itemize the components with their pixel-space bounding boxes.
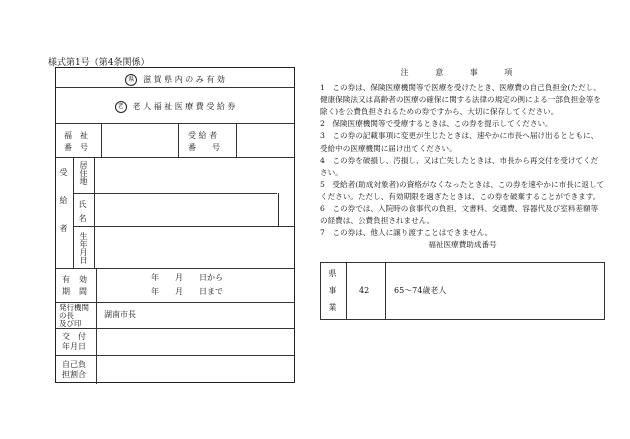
note-item: 3 この券の記載事項に変更が生じたときは、速やかに市長へ届け出るとともに、受給中の医療機関に届け出てください。	[320, 131, 599, 153]
recipient-number-label: 受 給 者 番 号	[188, 131, 220, 152]
validity-note	[56, 74, 294, 86]
divider	[73, 226, 294, 227]
recipient-label: 受給者	[59, 168, 68, 252]
divider	[101, 123, 102, 157]
divider	[56, 355, 294, 356]
divider	[236, 123, 237, 157]
divider	[56, 157, 294, 158]
card-title-text: 老 人 福 祉 医 療 費 受 給 券	[132, 102, 236, 111]
divider	[94, 157, 95, 268]
validity-to: 年 月 日まで	[151, 287, 223, 296]
name-label: 氏名	[78, 200, 87, 228]
divider	[56, 268, 294, 269]
issuer-label: 発行機関の長 及び印	[59, 303, 89, 328]
notes-section	[320, 67, 605, 251]
divider	[346, 263, 347, 319]
birth-label: 生年月日	[79, 232, 88, 264]
divider	[56, 302, 294, 303]
issuer-value: 湖南市長	[104, 310, 136, 319]
note-item: 5 受給者(助成対象者)の資格がなくなったときは、この券を速やかに市長に返してください。ただし、有効期限を過ぎたときは、この券を破棄することができます。	[320, 179, 605, 201]
address-label: 居住地	[79, 161, 88, 185]
subsidy-number: 42	[359, 286, 370, 295]
copay-label: 自己負 担割合	[62, 360, 86, 379]
note-item: 7 この券は、他人に譲り渡すことはできません。	[320, 228, 493, 238]
card-title	[56, 101, 294, 113]
issue-date-label: 交 付 年月日	[62, 332, 86, 351]
note-item: 6 この券では、入院時の食事代の負担、文書料、交通費、容器代及び室料差額等の経費は、公費負担されません。	[320, 204, 599, 226]
subsidy-code-table	[320, 262, 605, 320]
divider	[278, 193, 279, 226]
divider	[56, 87, 294, 88]
note-item: 1 この券は、保険医療機関等で医療を受けたとき、医療費の自己負担金(ただし、健康保険法又は高齢者の医療の確保に関する法律の規定の例による一部負担金等を除く)を公費負担されるための券ですから、大切に保存してください。	[320, 83, 601, 117]
validity-note-text: 滋 賀 県 内 の み 有 効	[143, 75, 225, 84]
divider	[96, 268, 97, 384]
notes-title: 注 意 事 項	[400, 68, 525, 77]
welfare-number-label: 福 祉 番 号	[64, 131, 88, 152]
recipient-card	[55, 67, 295, 383]
divider	[56, 123, 294, 124]
note-item: 2 保険医療機関等で受療するときは、この券を提示してください。	[320, 119, 553, 129]
divider	[385, 263, 386, 319]
subsidy-code-title: 福祉医療費助成番号	[428, 240, 497, 250]
note-item: 4 この券を破損し、汚損し、又は亡失したときは、市長から再交付を受けてください。	[320, 155, 599, 177]
validity-from: 年 月 日から	[151, 273, 223, 282]
elderly-stamp-icon: 老	[115, 101, 127, 113]
divider	[56, 328, 294, 329]
divider	[178, 123, 179, 157]
divider	[73, 157, 74, 268]
validity-period-label: 有効 期間	[62, 275, 96, 296]
subsidy-row-label: 県事業	[328, 269, 337, 320]
divider	[73, 193, 277, 194]
subsidy-description: 65〜74歳老人	[394, 286, 447, 295]
form-label: 様式第1号（第4条関係）	[48, 58, 150, 68]
prefecture-stamp-icon: 県	[125, 74, 137, 86]
